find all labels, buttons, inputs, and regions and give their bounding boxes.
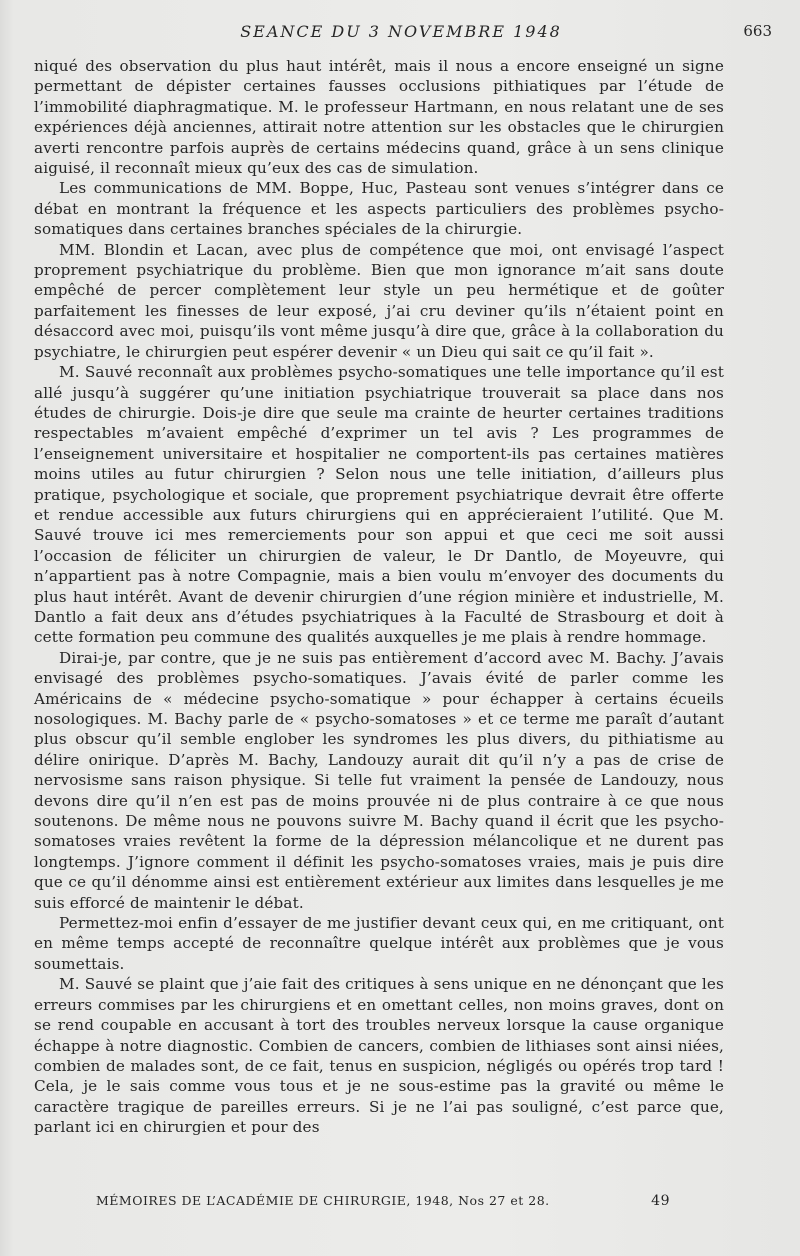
running-header [30,20,772,46]
paragraph-6: Permettez-moi enfin d’essayer de me justifier devant ceux qui, en me critiquant, ont en même temps accepté de reconnaître quelque intérêt aux problèmes que je vous soumettais. [34,914,724,973]
footer-journal: MÉMOIRES DE L’ACADÉMIE DE CHIRURGIE, 1948, Nos 27 et 28. [96,1193,550,1208]
paragraph-7: M. Sauvé se plaint que j’aie fait des critiques à sens unique en ne dénonçant que les erreurs commises par les chirurgiens et en omettant celles, non moins graves, dont on se rend coupable en accusant à tort des troubles nerveux lorsque la cause organique échappe à notre diagnostic. Combien de cancers, combien de lithiases sont ainsi niées, combien de malades sont, de ce fait, tenus en suspicion, négligés ou opérés trop tard ! Cela, je le sais comme vous tous et je ne sous-estime pas la gravité ou même le caractère tragique de pareilles erreurs. Si je ne l’ai pas souligné, c’est parce que, parlant ici en chirurgien et pour des [34,975,724,1137]
paragraph-2: Les communications de MM. Boppe, Huc, Pasteau sont venues s’intégrer dans ce débat en montrant la fréquence et les aspects particuliers des problèmes psycho-somatiques dans certaines branches spéciales de la chirurgie. [34,179,724,239]
paragraph-5: Dirai-je, par contre, que je ne suis pas entièrement d’accord avec M. Bachy. J’avais envisagé des problèmes psycho-somatiques. J’avais évité de parler comme les Américains de « médecine psycho-somatique » pour échapper à certains écueils nosologiques. M. Bachy parle de « psycho-somatoses » et ce terme me paraît d’autant plus obscur qu’il semble englober les syndromes les plus divers, du pithiatisme au délire onirique. D’après M. Bachy, Landouzy aurait dit qu’il n’y a pas de crise de nervosisme sans raison physique. Si telle fut vraiment la pensée de Landouzy, nous devons dire qu’il n’en est pas de moins prouvée ni de plus contraire à ce que nous soutenons. De même nous ne pouvons suivre M. Bachy quand il écrit que les psycho-somatoses vraies revêtent la forme de la dépression mélancolique et ne durent pas longtemps. J’ignore comment il définit les psycho-somatoses vraies, mais je puis dire que ce qu’il dénomme ainsi est entièrement extérieur aux limites dans lesquelles je me suis efforcé de maintenir le débat. [34,648,724,912]
header-page-number: 663 [743,22,772,40]
running-footer [96,1193,670,1213]
header-title: SEANCE DU 3 NOVEMBRE 1948 [240,22,562,41]
paragraph-3: MM. Blondin et Lacan, avec plus de compétence que moi, ont envisagé l’aspect proprement psychiatrique du problème. Bien que mon ignorance m’ait sans doute empêché de percer complètement leur style un peu hermétique et de goûter parfaitement les finesses de leur exposé, j’ai cru deviner qu’ils n’étaient point en désaccord avec moi, puisqu’ils vont même jusqu’à dire que, grâce à la collaboration du psychiatre, le chirurgien peut espérer devenir « un Dieu qui sait ce qu’il fait ». [34,240,724,361]
body-text [34,56,724,1138]
paragraph-4: M. Sauvé reconnaît aux problèmes psycho-somatiques une telle importance qu’il est allé jusqu’à suggérer qu’une initiation psychiatrique trouverait sa place dans nos études de chirurgie. Dois-je dire que seule ma crainte de heurter certaines traditions respectables m’avaient empêché d’exprimer un tel avis ? Les programmes de l’enseignement universitaire et hospitalier ne comportent-ils pas certaines matières moins utiles au futur chirurgien ? Selon nous une telle initiation, d’ailleurs plus pratique, psychologique et sociale, que proprement psychiatrique devrait être offerte et rendue accessible aux futurs chirurgiens qui en apprécieraient l’utilité. Que M. Sauvé trouve ici mes remerciements pour son appui et que ceci me soit aussi l’occasion de féliciter un chirurgien de valeur, le Dr Dantlo, de Moyeuvre, qui n’appartient pas à notre Compagnie, mais a bien voulu m’envoyer des documents du plus haut intérêt. Avant de devenir chirurgien d’une région minière et industrielle, M. Dantlo a fait deux ans d’études psychiatriques à la Faculté de Strasbourg et doit à cette formation peu commune des qualités auxquelles je me plais à rendre hommage. [34,363,724,647]
paragraph-1: niqué des observation du plus haut intérêt, mais il nous a encore enseigné un signe permettant de dépister certaines fausses occlusions pithiatiques par l’étude de l’immobilité diaphragmatique. M. le professeur Hartmann, en nous relatant une de ses expériences déjà anciennes, attirait notre attention sur les obstacles que le chirurgien averti rencontre parfois auprès de certains médecins quand, grâce à un sens clinique aiguisé, il reconnaît mieux qu’eux des cas de simulation. [34,57,724,178]
footer-page-number: 49 [651,1193,670,1209]
